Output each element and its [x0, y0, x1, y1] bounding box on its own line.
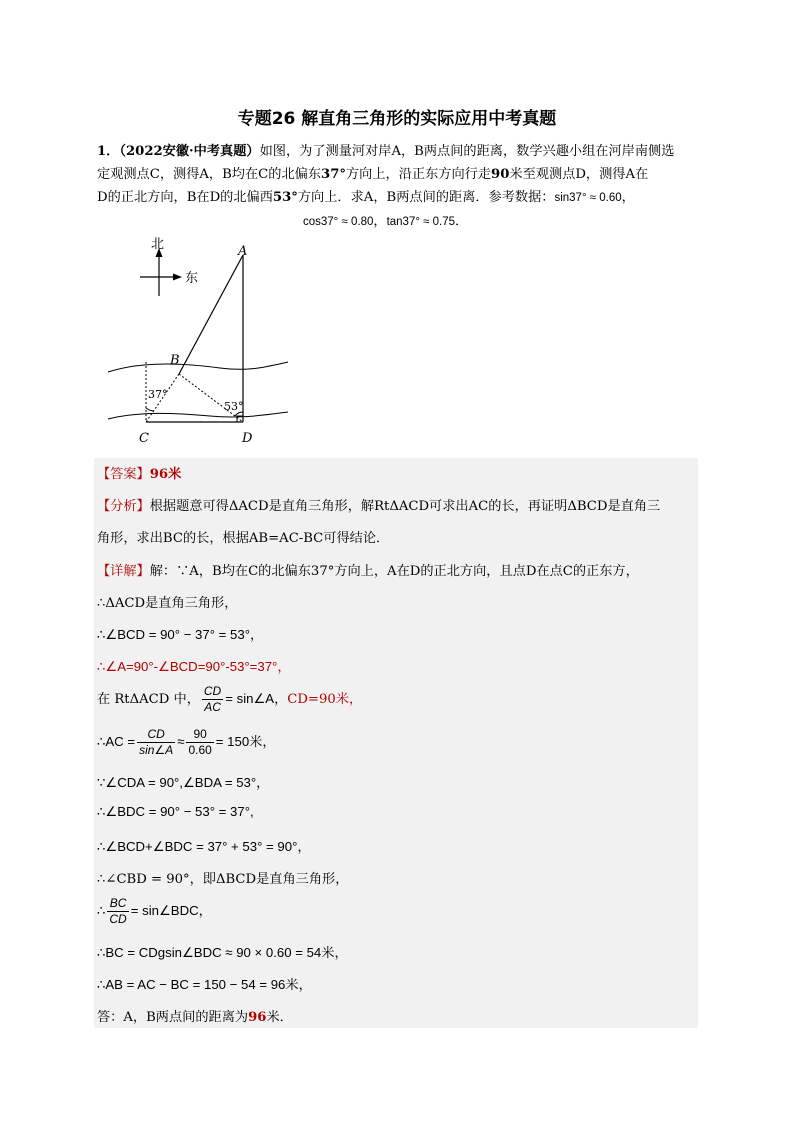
detail-text: ∵∠CDA = 90°,∠BDA = 53°，	[97, 775, 270, 790]
point-label-c: C	[139, 431, 149, 446]
detail-text: CD=90米，	[287, 692, 363, 707]
detail-line-11	[97, 896, 701, 927]
detail-text: ∴∠A=90°-∠BCD=90°-53°=37°，	[97, 659, 291, 674]
punctuation: ，	[373, 214, 387, 229]
detail-text: ∴∠BDC = 90° − 53° = 37°,	[97, 804, 254, 819]
denominator: AC	[204, 700, 221, 714]
detail-text: ∴∠BCD+∠BDC = 37° + 53° = 90°，	[97, 839, 311, 854]
detail-line-5	[97, 684, 701, 715]
problem-source: （2022安徽·中考真题）	[119, 144, 260, 159]
south-riverbank	[108, 412, 288, 419]
answer-tag: 【答案】	[97, 467, 150, 482]
problem-line-1	[97, 140, 701, 163]
detail-text: ∴ΔACD是直角三角形，	[97, 596, 238, 611]
numerator: 90	[186, 727, 213, 743]
problem-number: 1．	[97, 144, 120, 159]
problem-line-3	[97, 186, 701, 210]
detail-text: ∴∠CBD = 90°，即ΔBCD是直角三角形，	[97, 872, 349, 887]
detail-line-7	[97, 772, 701, 791]
detail-text: = 150米，	[215, 733, 276, 749]
point-label-a: A	[238, 244, 248, 259]
problem-text: 方向上．求A，B两点间的距离．参考数据：	[297, 190, 555, 205]
problem-text: 米至观测点D，测得A在	[509, 167, 649, 182]
detail-line-12	[97, 942, 701, 961]
denominator: 0.60	[188, 743, 212, 757]
ref-data-sin: sin37° ≈ 0.60	[554, 192, 622, 204]
final-answer-line	[97, 1006, 701, 1025]
analysis-tag: 【分析】	[97, 499, 150, 514]
ref-data-cos: cos37° ≈ 0.80	[303, 216, 374, 228]
detail-text: = sin∠BDC，	[130, 902, 212, 918]
detail-line-3	[97, 624, 701, 643]
detail-text: ∴BC = CDgsin∠BDC ≈ 90 × 0.60 = 54米，	[97, 945, 348, 960]
east-arrow-head-icon	[173, 274, 182, 281]
analysis-text: 角形，求出BC的长，根据AB=AC-BC可得结论．	[97, 531, 390, 546]
final-answer-value: 96	[248, 1010, 267, 1025]
problem-line-2	[97, 163, 701, 186]
answer-value: 96米	[149, 467, 182, 482]
fraction-cd-ac	[202, 684, 223, 715]
detail-text: 在 RtΔACD 中，	[97, 692, 200, 707]
fraction-cd-sina	[137, 727, 175, 758]
detail-line-4	[97, 656, 701, 675]
detail-text: 米．	[266, 1010, 293, 1025]
detail-text: ∴AC =	[97, 733, 136, 749]
detail-line-2	[97, 592, 701, 611]
point-label-b: B	[170, 353, 180, 368]
angle-label-53: 53°	[224, 400, 244, 413]
problem-statement	[97, 140, 701, 234]
denominator: sin∠A	[139, 743, 174, 757]
problem-text: 方向上，沿正东方向行走	[345, 167, 492, 182]
distance-value: 90	[491, 167, 510, 182]
problem-line-4	[97, 210, 701, 234]
detail-line-10	[97, 868, 701, 887]
label-north: 北	[151, 237, 165, 252]
problem-text: D的正北方向，B在D的北偏西	[97, 190, 273, 205]
ref-data-tan: tan37° ≈ 0.75	[386, 216, 456, 228]
detail-text: 解：∵A，B均在C的北偏东37°方向上，A在D的正北方向，且点D在点C的正东方，	[149, 564, 639, 579]
punctuation: ．	[455, 214, 469, 229]
fraction-90-060	[186, 727, 213, 758]
detail-tag: 【详解】	[97, 564, 150, 579]
therefore-sign: ∴	[97, 902, 106, 918]
detail-text: 答：A，B两点间的距离为	[97, 1010, 249, 1025]
detail-line-9	[97, 836, 701, 855]
numerator: CD	[203, 684, 222, 698]
angle-arc-c	[146, 408, 154, 411]
angle-label-37: 37°	[148, 388, 168, 401]
detail-line-1	[97, 560, 701, 579]
punctuation: ，	[621, 190, 635, 205]
label-east: 东	[185, 271, 199, 286]
angle-value: 53°	[272, 190, 298, 205]
approx-sign: ≈	[177, 733, 185, 749]
answer-row	[97, 463, 701, 482]
detail-line-8	[97, 804, 701, 820]
detail-line-13	[97, 974, 701, 993]
numerator: BC	[107, 896, 128, 912]
fraction-bc-cd	[107, 896, 128, 927]
north-riverbank	[108, 362, 288, 372]
problem-text: 如图，为了测量河对岸A，B两点间的距离，数学兴趣小组在河岸南侧选	[259, 144, 675, 159]
page-title: 专题26 解直角三角形的实际应用中考真题	[237, 109, 557, 129]
geometry-figure	[100, 232, 290, 447]
numerator: CD	[137, 727, 175, 743]
analysis-line-2	[97, 527, 701, 546]
denominator: CD	[109, 912, 127, 926]
detail-text: ∴AB = AC − BC = 150 − 54 = 96米，	[97, 977, 312, 992]
detail-text: ∴∠BCD = 90° − 37° = 53°，	[97, 627, 264, 642]
problem-text: 定观测点C，测得A，B均在C的北偏东	[97, 167, 322, 182]
point-label-d: D	[242, 431, 253, 446]
analysis-text: 根据题意可得ΔACD是直角三角形，解RtΔACD可求出AC的长，再证明ΔBCD是直角三	[149, 499, 661, 514]
angle-value: 37°	[321, 167, 346, 182]
analysis-line-1	[97, 495, 701, 514]
detail-text: = sin∠A，	[225, 691, 288, 706]
detail-line-6	[97, 727, 701, 758]
